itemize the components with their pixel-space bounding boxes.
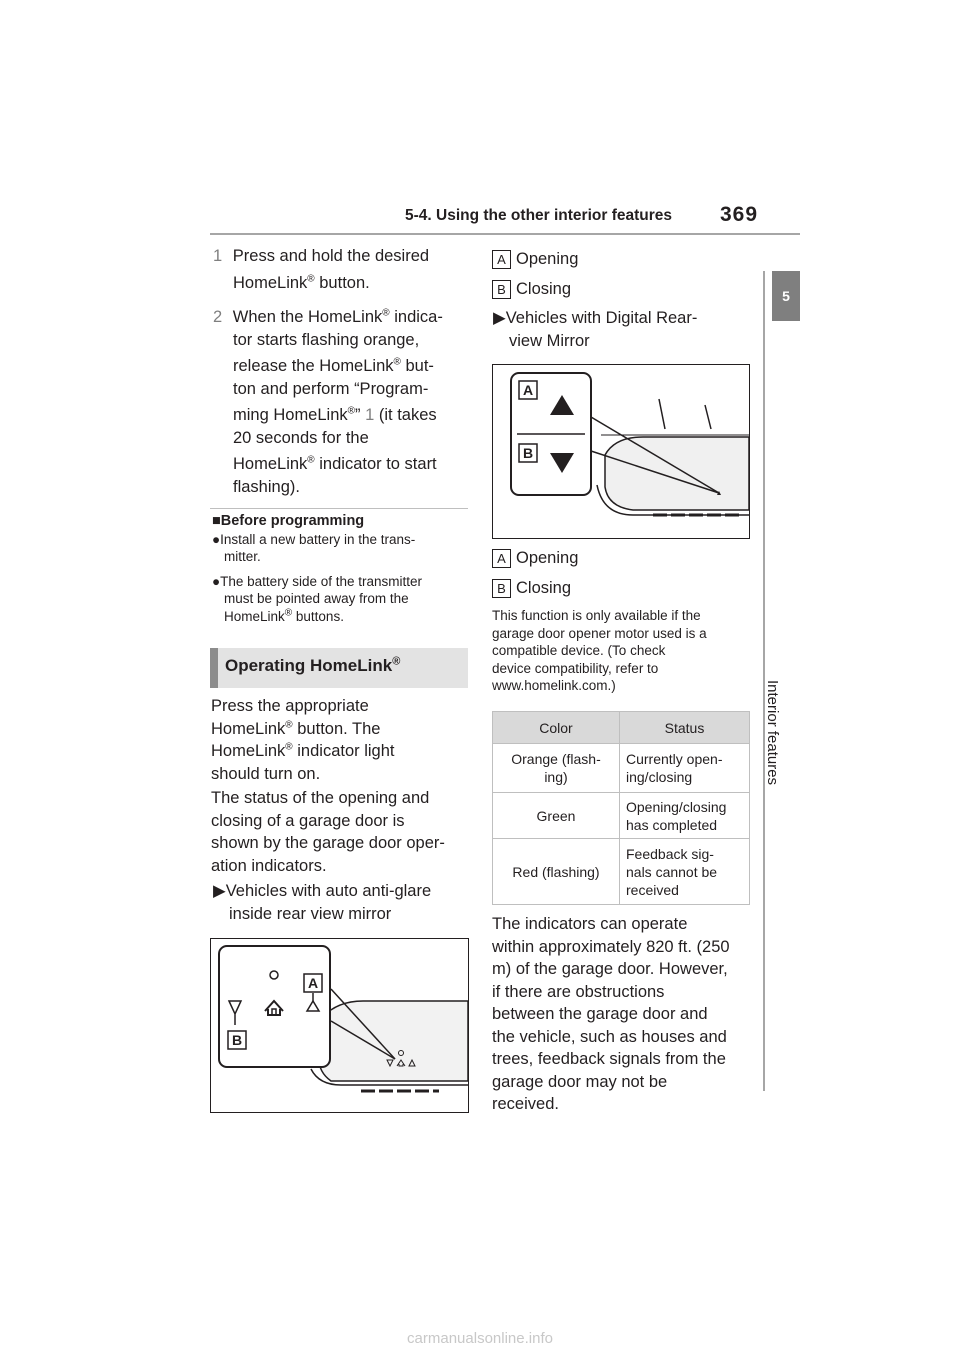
table-header-row (493, 712, 750, 744)
vehicle-type-digital-mirror: ▶Vehicles with Digital Rear- view Mirror (493, 309, 698, 350)
column-header-color: Color (493, 712, 620, 744)
note-bullet-1: ●Install a new battery in the trans- mitter. (212, 532, 416, 564)
letter-box-a: A (492, 250, 511, 269)
step-1: 1 Press and hold the desired HomeLink® button. (213, 247, 430, 292)
note-bullet-2: ●The battery side of the transmitter must be pointed away from the HomeLink® buttons. (212, 574, 422, 624)
cell-color: Green (493, 793, 620, 839)
compatibility-note: This function is only available if the garage door opener motor used is a compatible device. (To check device compatibility, refer to www.homelink.com.) (492, 607, 754, 695)
step-number: 1 (213, 247, 223, 265)
before-programming-title: ■Before programming (212, 513, 365, 529)
callout-b: B (523, 445, 534, 461)
mirror-diagram-1 (211, 939, 468, 1112)
divider (210, 508, 468, 509)
cell-color: Red (flashing) (493, 839, 620, 905)
paragraph-press: Press the appropriate HomeLink® button. The HomeLink® indicator light should turn on. (211, 697, 395, 783)
step-number: 2 (213, 308, 223, 326)
chapter-title: 5-4. Using the other interior features (405, 207, 672, 224)
table-row (493, 793, 750, 839)
section-heading: Operating HomeLink® (210, 648, 468, 688)
cell-status: Opening/closing has completed (620, 793, 750, 839)
callout-b: B (232, 1032, 243, 1048)
cell-status: Feedback sig- nals cannot be received (620, 839, 750, 905)
cell-color: Orange (flash- ing) (493, 744, 620, 793)
range-paragraph: The indicators can operate within approximately 820 ft. (250 m) of the garage door. However, if there are obstructions between the garage door and the vehicle, such as houses and trees, feedback signals from the garage door may not be received. (492, 915, 730, 1113)
homelink-url: www.homelink.com.) (492, 678, 616, 693)
callout-a: A (308, 975, 319, 991)
vehicle-type-anti-glare: ▶Vehicles with auto anti-glare inside rear view mirror (213, 882, 432, 923)
paragraph-status: The status of the opening and closing of a garage door is shown by the garage door oper- ation indicators. (211, 789, 445, 875)
callout-a: A (523, 382, 534, 398)
figure-anti-glare-mirror (210, 938, 469, 1113)
table-row (493, 744, 750, 793)
figure-digital-mirror (492, 364, 750, 539)
section-heading-bar (210, 648, 218, 688)
page-number: 369 (720, 203, 759, 226)
letter-box-a: A (492, 549, 511, 568)
legend-a-opening-2: A Opening (492, 547, 578, 570)
cell-status: Currently open- ing/closing (620, 744, 750, 793)
chapter-side-label: Interior features (764, 680, 781, 786)
letter-box-b: B (492, 280, 511, 299)
step-2: 2 When the HomeLink® indica- tor starts flashing orange, release the HomeLink® but- ton and perform “Program- ming HomeLink®” 1 (it takes 20 seconds for the HomeLink® indicator to start flashing). (213, 307, 443, 496)
indicator-status-table (492, 711, 750, 905)
letter-box-b: B (492, 579, 511, 598)
header-rule (210, 233, 800, 235)
legend-b-closing: B Closing (492, 278, 571, 301)
mirror-diagram-2 (493, 365, 749, 538)
section-heading-text: Operating HomeLink (225, 656, 393, 675)
watermark: carmanualsonline.info (407, 1330, 553, 1347)
legend-a-opening: A Opening (492, 248, 578, 271)
legend-b-closing-2: B Closing (492, 577, 571, 600)
chapter-tab[interactable]: 5 (772, 271, 800, 321)
column-header-status: Status (620, 712, 750, 744)
table-row (493, 839, 750, 905)
